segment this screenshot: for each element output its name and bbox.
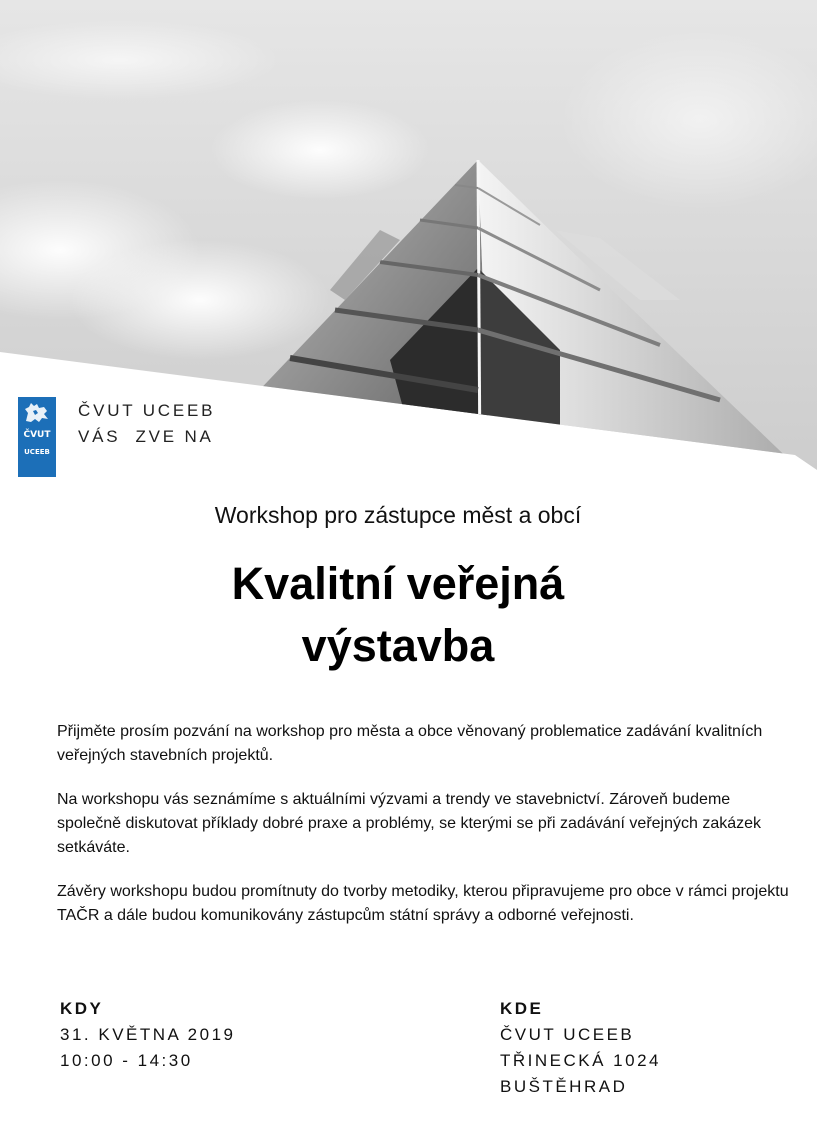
- cvut-uceeb-logo: [18, 397, 56, 477]
- where-label: KDE: [500, 999, 544, 1018]
- invitation-header: [78, 398, 215, 450]
- when-label: KDY: [60, 999, 104, 1018]
- body-paragraph-3: Závěry workshopu budou promítnuty do tvorby metodiky, kterou připravujeme pro obce v rámci projektu TAČR a dále budou komunikovány zástupcům státní správy a odborné veřejnosti.: [57, 883, 789, 924]
- venue-street: TŘINECKÁ 1024: [500, 1051, 661, 1070]
- where-block: [500, 996, 661, 1100]
- logo-text-cvut: ČVUT: [23, 430, 51, 440]
- event-title: [0, 553, 796, 677]
- body-paragraph-2: Na workshopu vás seznámíme s aktuálními výzvami a trendy ve stavebnictví. Zároveň budeme společně diskutovat příklady dobré praxe a problémy, se kterými se při zadávání veřejných zakázek setkáváte.: [57, 791, 762, 856]
- body-paragraph-1: Přijměte prosím pozvání na workshop pro města a obce věnovaný problematice zadávání kvalitních veřejných stavebních projektů.: [57, 723, 763, 764]
- invite-line-2: VÁS ZVE NA: [78, 427, 214, 446]
- logo-text-uceeb: UCEEB: [24, 448, 50, 456]
- event-subtitle: Workshop pro zástupce měst a obcí: [214, 502, 582, 528]
- title-line-2: výstavba: [301, 620, 495, 671]
- venue-name: ČVUT UCEEB: [500, 1025, 635, 1044]
- title-line-1: Kvalitní veřejná: [231, 558, 565, 609]
- when-block: [60, 996, 235, 1074]
- lion-emblem-icon: [22, 401, 52, 425]
- invitation-body: [57, 720, 797, 948]
- venue-town: BUŠTĚHRAD: [500, 1077, 628, 1096]
- event-date: 31. KVĚTNA 2019: [60, 1025, 236, 1044]
- invite-line-1: ČVUT UCEEB: [78, 401, 216, 420]
- event-time: 10:00 - 14:30: [60, 1051, 193, 1070]
